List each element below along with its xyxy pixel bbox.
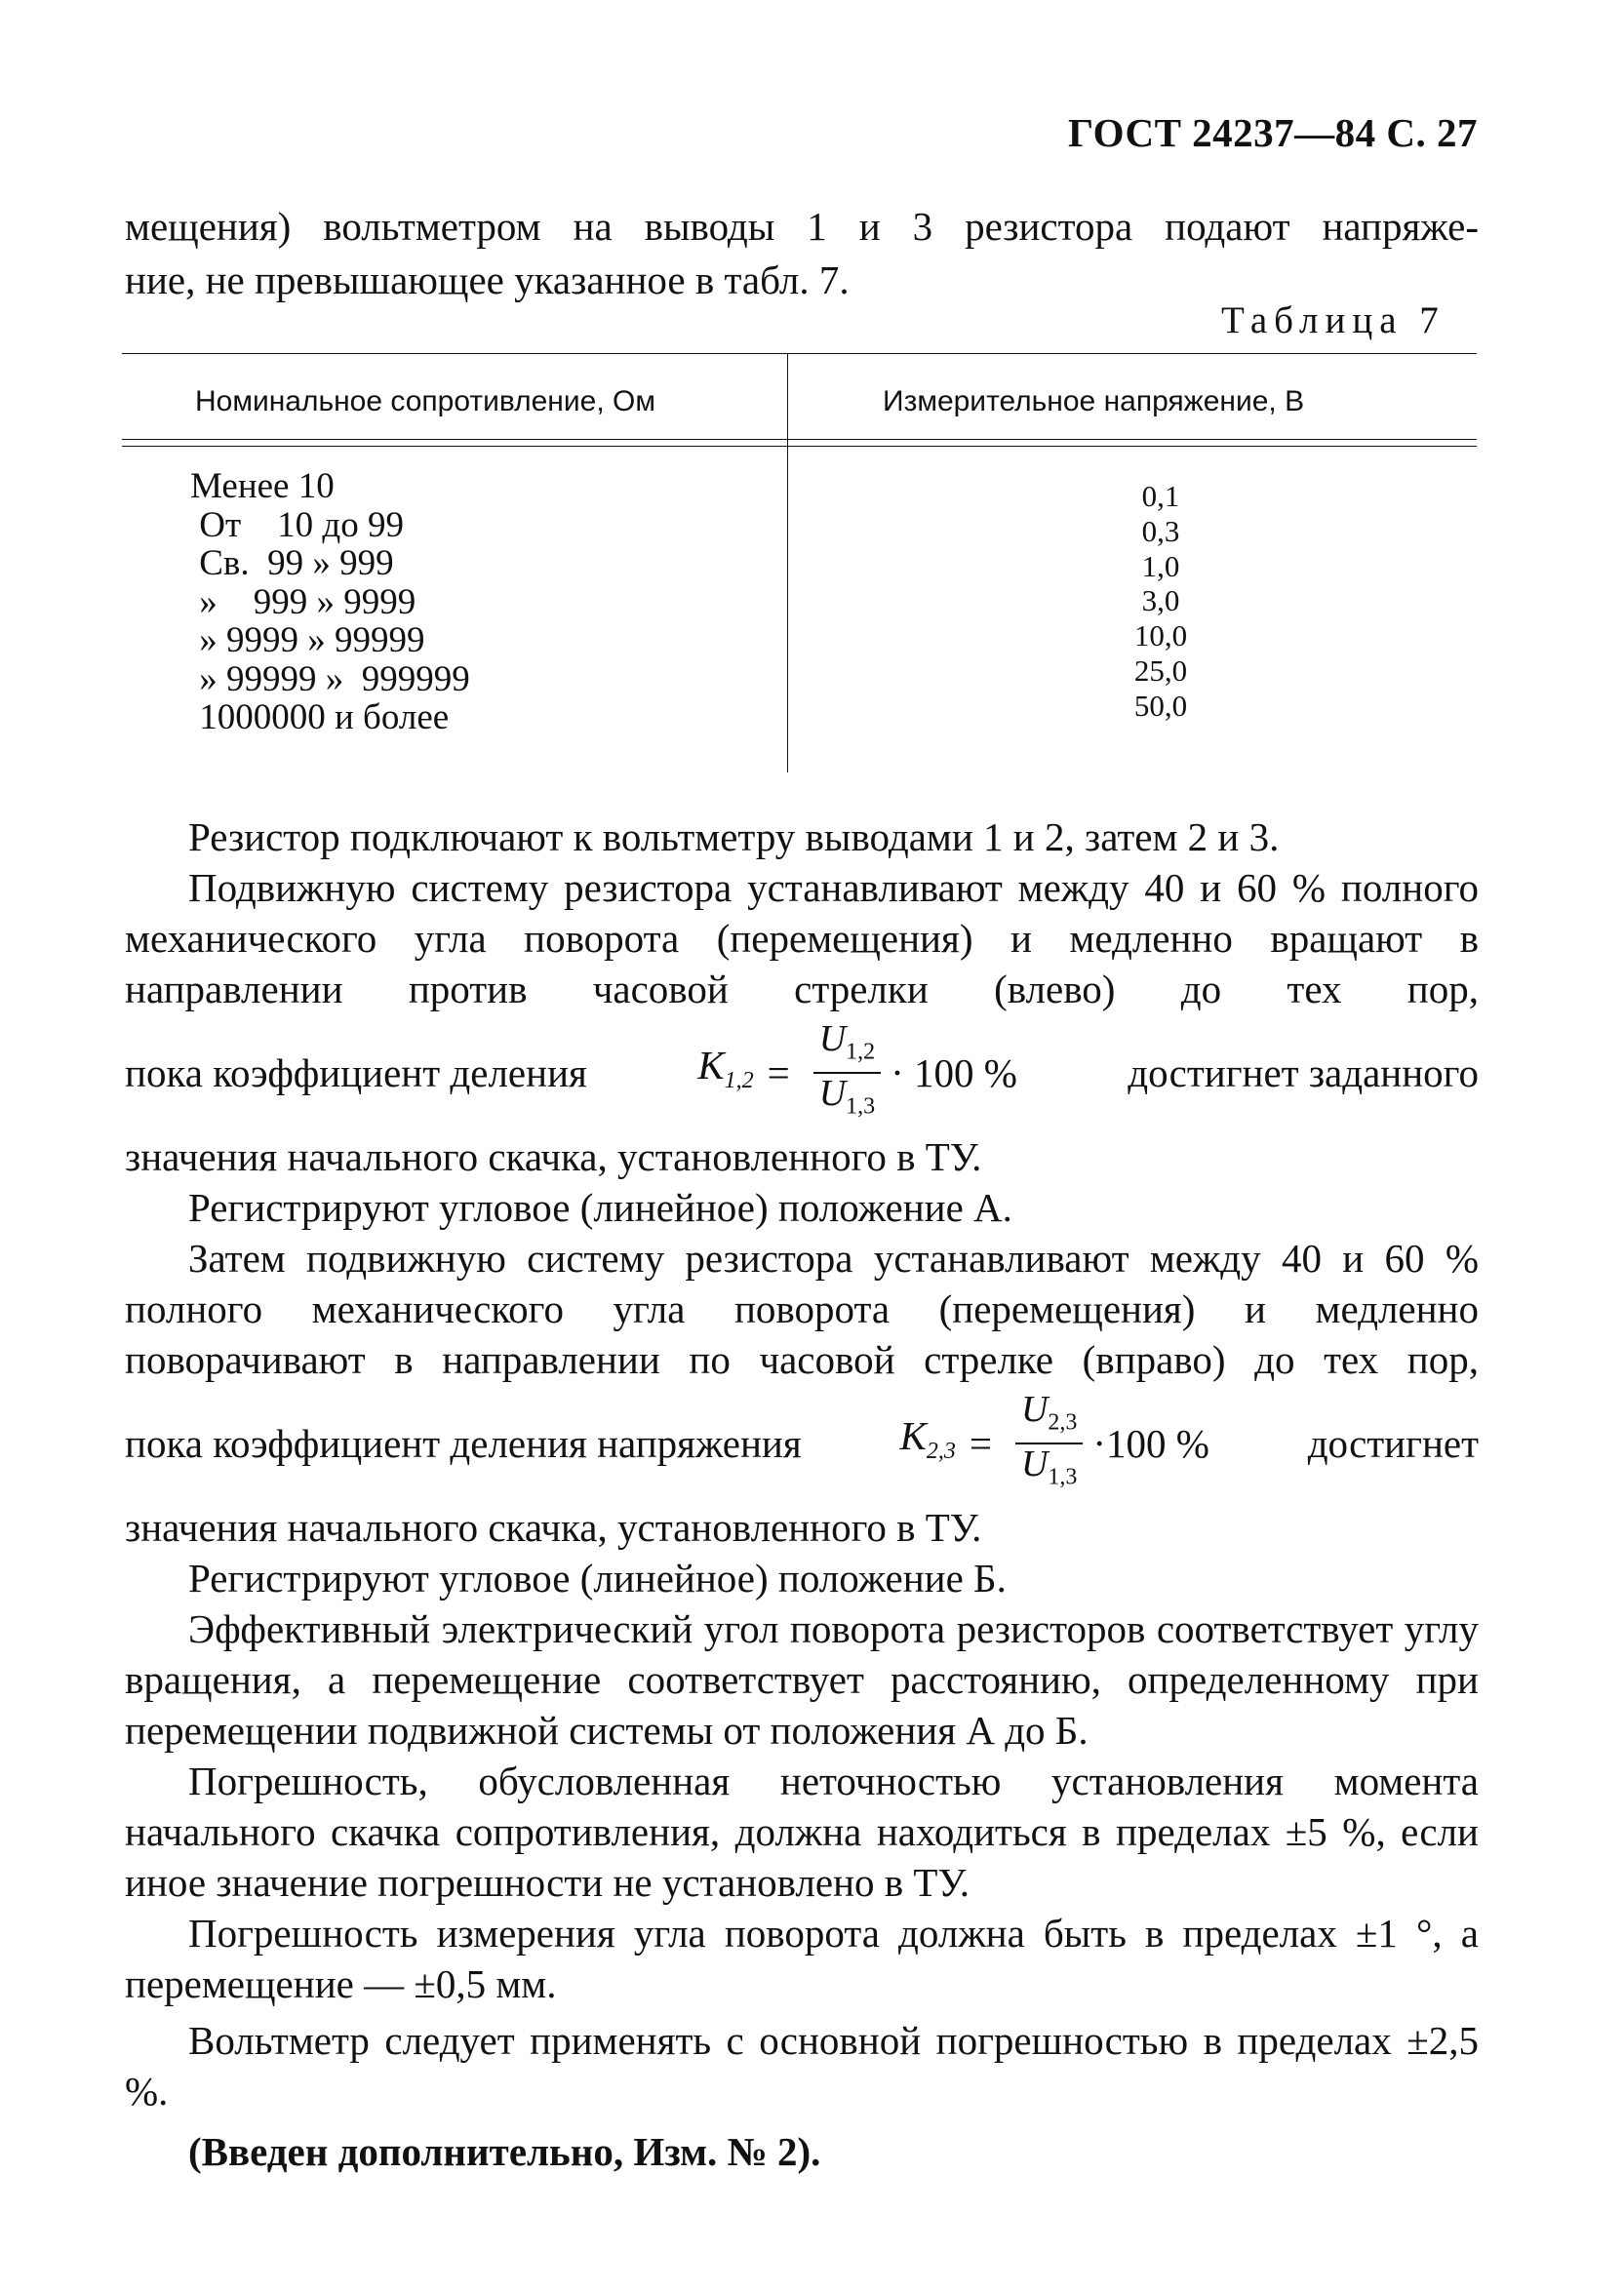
formula-line-k12 (125, 1014, 1479, 1131)
equals-sign: = (767, 1050, 790, 1095)
var-symbol: K (899, 1412, 927, 1458)
table-cell-voltage: 50,0 (1133, 688, 1188, 723)
paragraph: Затем подвижную систему резистора устанавливают между 40 и 60 % полного механического угла поворота (перемещения) и медленно поворачивают в направлении по часовой стрелке (вправо) до тех пор, (125, 1236, 1479, 1382)
table-cell-voltage: 3,0 (1141, 583, 1180, 618)
paragraph: Регистрируют угловое (линейное) положение Б. (188, 1556, 1007, 1601)
equals-sign: = (969, 1421, 992, 1466)
num-symbol: U (1020, 1389, 1049, 1431)
column-header-voltage: Измерительное напряжение, В (883, 385, 1305, 417)
table-column-divider (787, 353, 788, 772)
var-symbol: K (697, 1042, 725, 1087)
table-cell-voltage: 10,0 (1133, 618, 1188, 653)
table-cell-range: 1000000 и более (190, 697, 450, 737)
formula-line-k23 (125, 1385, 1479, 1502)
paragraph: Погрешность измерения угла поворота должна быть в пределах ±1 °, а перемещение — ±0,5 мм. (125, 1911, 1479, 2006)
table-top-rule (122, 353, 1477, 354)
table-cell-voltage: 0,3 (1141, 513, 1180, 548)
formula-multiplier: ·100 % (1092, 1421, 1209, 1466)
den-symbol: U (818, 1073, 847, 1114)
paragraph: Погрешность, обусловленная неточностью установления момента начального скачка сопротивления, должна находиться в пределах ±5 %, если иное значение погрешности не установлено в ТУ. (125, 1759, 1479, 1905)
paragraph: Регистрируют угловое (линейное) положение А. (188, 1185, 1012, 1230)
formula-text-after: достигнет заданного (1128, 1050, 1479, 1095)
resistance-column (190, 467, 470, 737)
formula-text-after: достигнет (1307, 1421, 1479, 1466)
den-symbol: U (1020, 1443, 1049, 1484)
paragraph: значения начального скачка, установленного в ТУ. (125, 1505, 982, 1550)
paragraph: Эффективный электрический угол поворота резисторов соответствует углу вращения, а перемещение соответствует расстоянию, определенному при перемещении подвижной системы от положения А до Б. (125, 1606, 1479, 1753)
var-subscript: 2,3 (926, 1439, 956, 1465)
formula-k12 (697, 1019, 1017, 1126)
num-subscript: 2,3 (1048, 1410, 1078, 1436)
paragraph: Резистор подключают к вольтметру выводами 1 и 2, затем 2 и 3. (188, 814, 1280, 859)
formula-multiplier: · 100 % (891, 1050, 1017, 1095)
formula-k23 (899, 1390, 1209, 1496)
table-header-rule-1 (122, 439, 1477, 440)
body-text (125, 811, 1479, 2177)
amendment-note: (Введен дополнительно, Изм. № 2). (188, 2129, 821, 2174)
formula-text-before: пока коэффициент деления (125, 1050, 587, 1095)
table-caption: Таблица 7 (1221, 299, 1446, 341)
intro-text (125, 200, 1479, 307)
formula-text-before: пока коэффициент деления напряжения (125, 1421, 802, 1466)
intro-line-2: ние, не превышающее указанное в табл. 7. (125, 257, 850, 302)
page-header: ГОСТ 24237—84 С. 27 (1068, 110, 1479, 155)
table-cell-range: » 99999 » 999999 (190, 658, 470, 699)
paragraph: значения начального скачка, установленного в ТУ. (125, 1134, 982, 1179)
var-subscript: 1,2 (724, 1068, 754, 1094)
fraction-numerator (813, 1019, 881, 1074)
table-cell-range: » 9999 » 99999 (190, 620, 425, 660)
table-cell-voltage: 0,1 (1141, 479, 1180, 513)
fraction-numerator (1015, 1390, 1083, 1444)
fraction (813, 1019, 881, 1126)
formula-var (899, 1410, 955, 1477)
paragraph: Подвижную систему резистора устанавливают между 40 и 60 % полного механического угла поворота (перемещения) и медленно вращают в направлении против часовой стрелки (влево) до тех пор, (125, 865, 1479, 1011)
den-subscript: 1,3 (846, 1093, 876, 1120)
table-cell-voltage: 25,0 (1133, 652, 1188, 688)
table-cell-voltage: 1,0 (1141, 548, 1180, 583)
column-header-resistance: Номинальное сопротивление, Ом (195, 385, 655, 417)
den-subscript: 1,3 (1048, 1464, 1078, 1490)
table-cell-range: Св. 99 » 999 (190, 543, 394, 583)
table-header-rule-2 (122, 446, 1477, 447)
table-cell-range: Менее 10 (190, 466, 335, 506)
voltage-column (1107, 479, 1214, 724)
num-symbol: U (818, 1018, 847, 1060)
fraction (1015, 1390, 1083, 1496)
fraction-denominator (1021, 1444, 1077, 1497)
fraction-denominator (819, 1074, 875, 1127)
formula-var (697, 1040, 753, 1106)
resistance-voltage-table (122, 353, 1477, 772)
table-cell-range: » 999 » 9999 (190, 581, 416, 622)
paragraph: Вольтметр следует применять с основной погрешностью в пределах ±2,5 %. (125, 2018, 1479, 2114)
table-cell-range: От 10 до 99 (190, 504, 404, 545)
intro-line-1: мещения) вольтметром на выводы 1 и 3 резистора подают напряже- (125, 204, 1479, 249)
num-subscript: 1,2 (846, 1040, 876, 1065)
